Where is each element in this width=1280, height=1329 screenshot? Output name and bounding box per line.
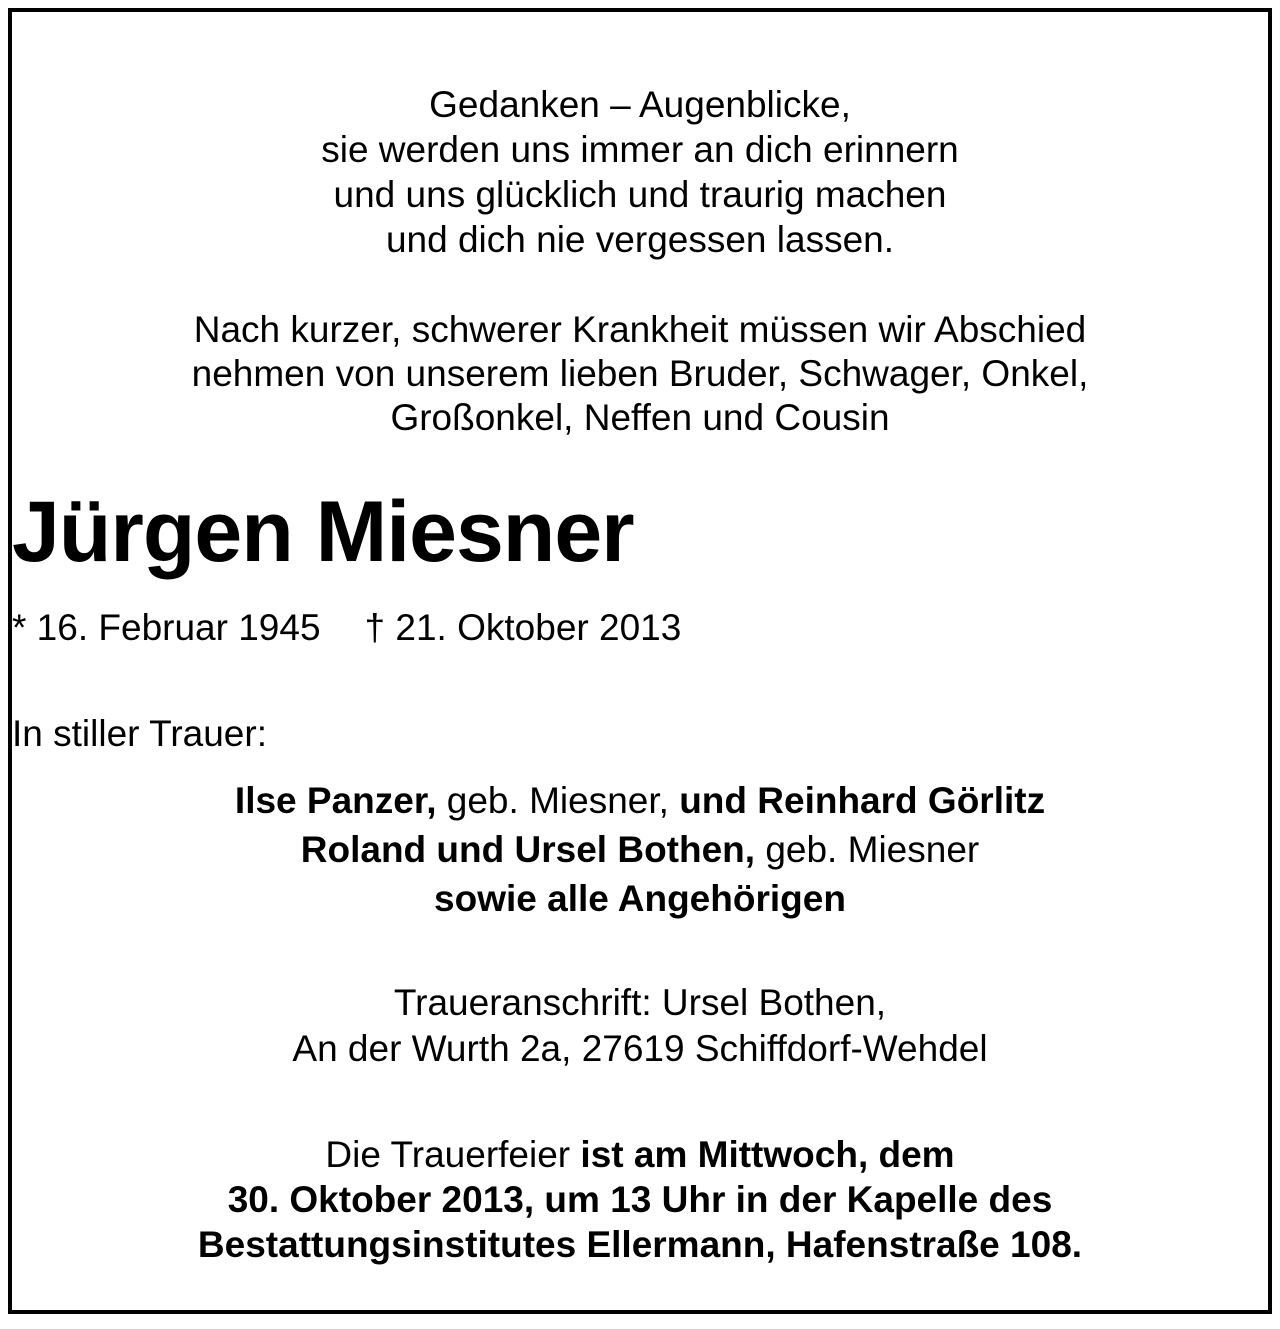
poem-block [12, 82, 1268, 262]
poem-line: und dich nie vergessen lassen. [385, 219, 895, 260]
obituary-frame [8, 8, 1272, 1314]
address-line: An der Wurth 2a, 27619 Schiffdorf-Wehdel [292, 1028, 988, 1069]
family-note: geb. Miesner, [436, 780, 680, 821]
family-name: sowie alle Angehörigen [434, 878, 846, 919]
deceased-name: Jürgen Miesner [12, 484, 634, 580]
service-line [12, 1132, 1268, 1177]
family-name: Ilse Panzer, [234, 780, 437, 821]
birth-date: * 16. Februar 1945 [12, 607, 321, 648]
poem-line: Gedanken – Augenblicke, [429, 84, 851, 125]
family-line [12, 874, 1268, 923]
service-text: Die Trauerfeier [325, 1134, 581, 1175]
poem-line: und uns glücklich und traurig machen [333, 174, 947, 215]
poem-line: sie werden uns immer an dich erinnern [321, 129, 959, 170]
service-text-bold: Bestattungsinstitutes Ellermann, Hafenstraße 108. [197, 1224, 1083, 1265]
death-date: † 21. Oktober 2013 [364, 607, 682, 648]
service-text-bold: ist am Mittwoch, dem [580, 1134, 955, 1175]
intro-block [12, 308, 1268, 440]
service-line [12, 1222, 1268, 1267]
address-line: Traueranschrift: Ursel Bothen, [393, 982, 887, 1023]
family-block [12, 776, 1268, 923]
family-note: geb. Miesner [755, 829, 980, 870]
family-name: Roland und Ursel Bothen, [300, 829, 756, 870]
intro-line: Großonkel, Neffen und Cousin [390, 397, 890, 438]
family-line [12, 825, 1268, 874]
family-line [12, 776, 1268, 825]
family-name: und Reinhard Görlitz [679, 780, 1046, 821]
service-line [12, 1177, 1268, 1222]
funeral-service-info [12, 1132, 1268, 1267]
life-dates [12, 606, 1268, 650]
intro-line: nehmen von unserem lieben Bruder, Schwager, Onkel, [191, 353, 1089, 394]
intro-line: Nach kurzer, schwerer Krankheit müssen wir Abschied [193, 309, 1087, 350]
mourning-heading: In stiller Trauer: [12, 713, 267, 754]
mourning-address [12, 980, 1268, 1072]
service-text-bold: 30. Oktober 2013, um 13 Uhr in der Kapelle des [227, 1179, 1053, 1220]
